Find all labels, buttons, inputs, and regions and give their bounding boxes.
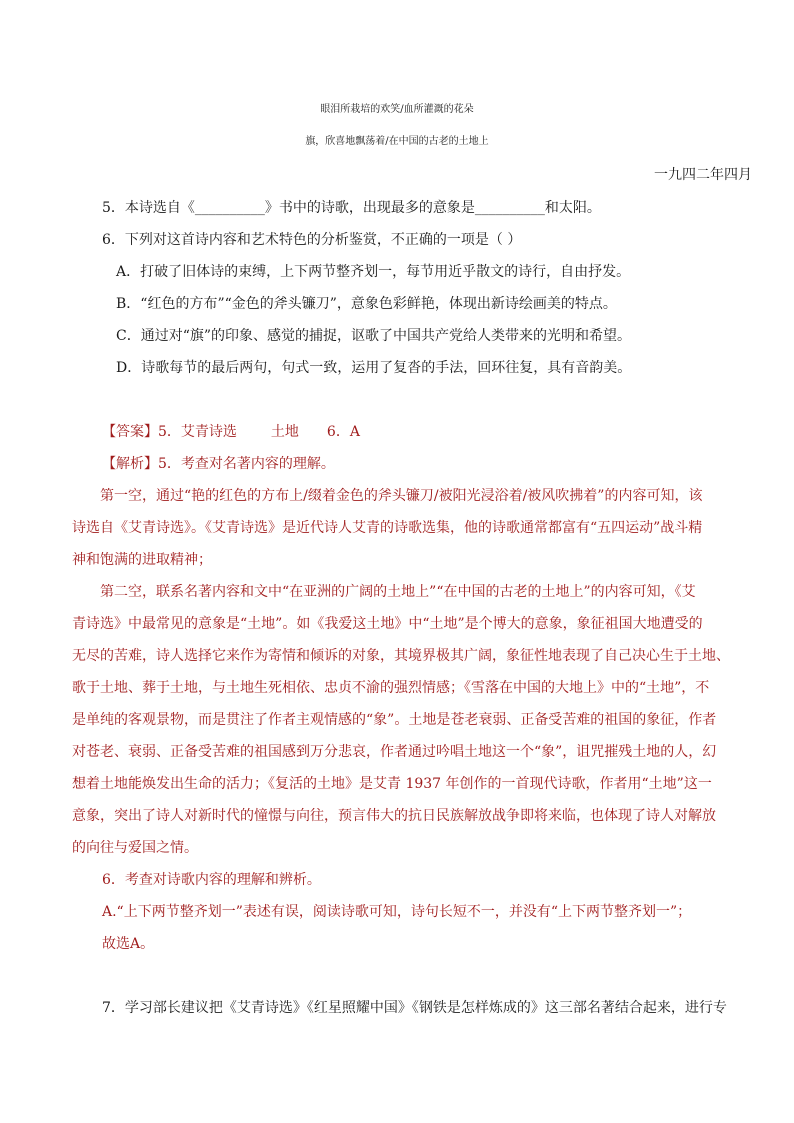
answer-5-1: 5．艾青诗选 — [158, 424, 237, 440]
analysis-p2-line: 青诗选》中最常见的意象是“土地”。如《我爱这土地》中“土地”是个博大的意象，象征祖国大地遭受的 — [72, 616, 703, 632]
q6-option-a: A．打破了旧体诗的束缚，上下两节整齐划一，每节用近乎散文的诗行，自由抒发。 — [116, 264, 631, 280]
q6-option-d: D．诗歌每节的最后两句，句式一致，运用了复沓的手法，回环往复，具有音韵美。 — [116, 360, 632, 376]
analysis-line — [102, 453, 335, 473]
analysis-p2-line: 对苍老、衰弱、正备受苦难的祖国感到万分悲哀，作者通过吟唱土地这一个“象”，诅咒摧残土地的人，幻 — [72, 744, 717, 760]
answer-label: 【答案】 — [102, 424, 158, 440]
poem-date: 一九四二年四月 — [654, 167, 752, 183]
answer-6: 6．A — [326, 424, 360, 440]
analysis-p1-line: 神和饱满的进取精神； — [72, 552, 212, 568]
question-7: 7．学习部长建议把《艾青诗选》《红星照耀中国》《钢铁是怎样炼成的》这三部名著结合起来，进行专 — [102, 1000, 727, 1016]
analysis-p1-line: 第一空，通过“艳的红色的方布上/缀着金色的斧头镰刀/被阳光浸浴着/被风吹拂着”的内容可知，该 — [100, 488, 703, 504]
question-5 — [102, 197, 601, 217]
analysis-p2-line: 歌于土地、葬于土地，与土地生死相依、忠贞不渝的强烈情感；《雪落在中国的大地上》中的“土地”，不 — [72, 680, 710, 696]
q5-mid: 》书中的诗歌，出现最多的意象是 — [264, 200, 475, 216]
analysis-q6-choice: 故选A。 — [102, 936, 155, 952]
poem-line-2: 旗，欣喜地飘荡着/在中国的古老的土地上 — [305, 136, 489, 147]
analysis-p2-line: 意象，突出了诗人对新时代的憧憬与向往，预言伟大的抗日民族解放战争即将来临，也体现了诗人对解放 — [72, 808, 716, 824]
question-6-stem: 6．下列对这首诗内容和艺术特色的分析鉴赏，不正确的一项是（ ） — [102, 232, 522, 248]
analysis-q6-intro: 6．考查对诗歌内容的理解和辨析。 — [102, 872, 321, 888]
q5-blank-2: __________ — [474, 200, 545, 216]
analysis-intro: 5．考查对名著内容的理解。 — [158, 456, 335, 472]
analysis-p1-line: 诗选自《艾青诗选》。《艾青诗选》是近代诗人艾青的诗歌选集，他的诗歌通常都富有“五四运动”战斗精 — [72, 520, 703, 536]
analysis-p2-line: 无尽的苦难，诗人选择它来作为寄情和倾诉的对象，其境界极其广阔，象征性地表现了自己决心生于土地、 — [72, 648, 730, 664]
analysis-p2-line: 是单纯的客观景物，而是贯注了作者主观情感的“象”。土地是苍老衰弱、正备受苦难的祖国的象征，作者 — [72, 712, 717, 728]
q5-suffix: 和太阳。 — [544, 200, 601, 216]
answer-5-2: 土地 — [270, 424, 299, 440]
q6-option-b: B．“红色的方布”“金色的斧头镰刀”，意象色彩鲜艳，体现出新诗绘画美的特点。 — [116, 296, 617, 312]
analysis-p2-line: 的向往与爱国之情。 — [72, 840, 198, 856]
analysis-p2-line: 想着土地能焕发出生命的活力；《复活的土地》是艾青 1937 年创作的一首现代诗歌，作者用“土地”这一 — [72, 776, 712, 792]
analysis-label: 【解析】 — [102, 456, 158, 472]
q5-prefix: 5．本诗选自《 — [102, 200, 195, 216]
poem-line-1: 眼泪所栽培的欢笑/血所灌溉的花朵 — [320, 104, 474, 115]
analysis-q6-option-a: A.“上下两节整齐划一”表述有误，阅读诗歌可知，诗句长短不一，并没有“上下两节整齐划一”； — [102, 904, 692, 920]
analysis-p2-line: 第二空，联系名著内容和文中“在亚洲的广阔的土地上”“在中国的古老的土地上”的内容可知，《艾 — [100, 584, 696, 600]
q5-blank-1: __________ — [194, 200, 265, 216]
q6-option-c: C．通过对“旗”的印象、感觉的捕捉，讴歌了中国共产党给人类带来的光明和希望。 — [116, 328, 632, 344]
answer-line — [102, 421, 360, 441]
